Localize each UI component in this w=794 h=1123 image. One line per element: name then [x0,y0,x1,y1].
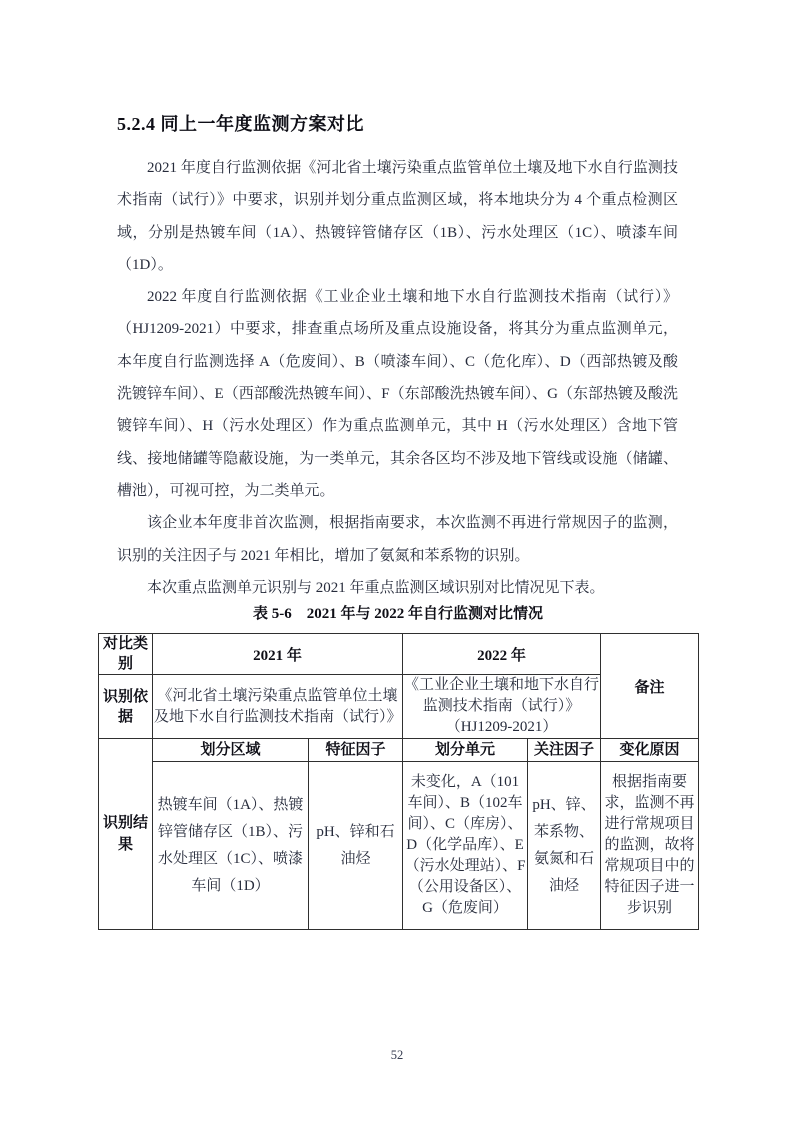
cell-result-2021-factors: pH、锌和石油烃 [309,762,403,930]
table-caption: 表 5-6 2021 年与 2022 年自行监测对比情况 [253,606,543,622]
cell-subheader-units: 划分单元 [403,739,528,762]
cell-remark: 备注 [601,634,699,739]
cell-subheader-concern-factors: 关注因子 [528,739,601,762]
cell-basis-2022: 《工业企业土壤和地下水自行监测技术指南（试行）》（HJ1209-2021） [403,675,601,739]
body-paragraph-4: 本次重点监测单元识别与 2021 年重点监测区域识别对比情况见下表。 [147,579,605,596]
cell-change-reason: 根据指南要求，监测不再进行常规项目的监测，故将常规项目中的特征因子进一步识别 [601,762,699,930]
body-paragraph-2: 2022 年度自行监测依据《工业企业土壤和地下水自行监测技术指南（试行）》（HJ1209-2021）中要求，排查重点场所及重点设施设备，将其分为重点监测单元，本年度自行监测选择 A（危废间）、B（喷漆车间）、C（危化库）、D（西部热镀及酸洗镀锌车间）、E（西部酸洗热镀车间）、F（东部酸洗热镀车间）、G（东部热镀及酸洗镀锌车间）、H（污水处理区）作为重点监测单元，其中 H（污水处理区）含地下管线、接地储罐等隐蔽设施，为一类单元，其余各区均不涉及地下管线或设施（储罐、槽池），可视可控，为二类单元。 [117,289,678,499]
table-row [99,762,699,930]
page-number: 52 [390,1048,404,1062]
cell-result-2022-factors: pH、锌、苯系物、氨氮和石油烃 [528,762,601,930]
body-text [117,152,678,604]
cell-year-2021: 2021 年 [153,634,403,675]
section-heading: 5.2.4 同上一年度监测方案对比 [117,114,364,134]
cell-compare-category: 对比类别 [99,634,153,675]
cell-subheader-zones: 划分区域 [153,739,309,762]
cell-subheader-char-factors: 特征因子 [309,739,403,762]
cell-subheader-change-reason: 变化原因 [601,739,699,762]
cell-result-label: 识别结果 [99,739,153,930]
table-row [99,739,699,762]
cell-year-2022: 2022 年 [403,634,601,675]
cell-basis-2021: 《河北省土壤污染重点监管单位土壤及地下水自行监测技术指南（试行）》 [153,675,403,739]
table-row [99,634,699,675]
comparison-table [98,633,699,930]
cell-result-2022-units: 未变化，A（101车间）、B（102车间）、C（库房）、D（化学品库）、E（污水处理站）、F（公用设备区）、G（危废间） [403,762,528,930]
cell-basis-label: 识别依据 [99,675,153,739]
cell-result-2021-zones: 热镀车间（1A）、热镀锌管储存区（1B）、污水处理区（1C）、喷漆车间（1D） [153,762,309,930]
body-paragraph-3: 该企业本年度非首次监测，根据指南要求，本次监测不再进行常规因子的监测，识别的关注因子与 2021 年相比，增加了氨氮和苯系物的识别。 [117,515,678,564]
body-paragraph-1: 2021 年度自行监测依据《河北省土壤污染重点监管单位土壤及地下水自行监测技术指南（试行）》中要求，识别并划分重点监测区域，将本地块分为 4 个重点检测区域，分别是热镀车间（1A）、热镀锌管储存区（1B）、污水处理区（1C）、喷漆车间（1D）。 [117,160,678,273]
